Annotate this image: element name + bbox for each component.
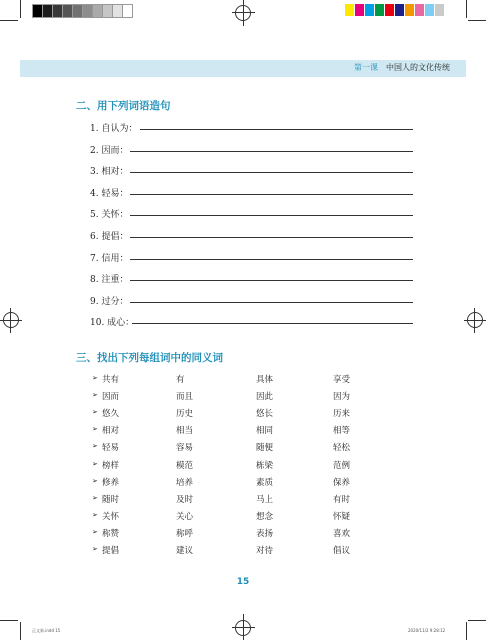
color-swatch	[405, 4, 414, 16]
target-word: 随时	[102, 494, 120, 505]
synonym-row	[92, 424, 422, 438]
synonym-row	[92, 476, 422, 490]
color-swatch	[425, 4, 434, 16]
synonym-row	[92, 493, 422, 507]
candidate-word[interactable]: 保养	[333, 477, 351, 488]
lesson-title: 中国人的文化传统	[386, 63, 450, 72]
candidate-word[interactable]: 喜欢	[333, 528, 351, 539]
synonym-row	[92, 510, 422, 524]
color-swatch	[375, 4, 384, 16]
bullet-arrow-icon: ➢	[92, 545, 98, 553]
bullet-arrow-icon: ➢	[92, 374, 98, 382]
synonym-row	[92, 390, 422, 404]
candidate-word[interactable]: 模范	[176, 460, 194, 471]
bullet-arrow-icon: ➢	[92, 442, 98, 451]
color-swatch	[395, 4, 404, 16]
gray-swatch	[122, 4, 133, 18]
color-swatch	[385, 4, 394, 16]
target-word: 称赞	[102, 528, 120, 539]
answer-line[interactable]	[130, 237, 413, 238]
footer-timestamp: 2020/11/2 9:28:12	[408, 628, 446, 633]
target-word: 榜样	[102, 460, 120, 471]
candidate-word[interactable]: 对待	[256, 546, 274, 556]
color-swatch	[435, 4, 444, 16]
bullet-arrow-icon: ➢	[92, 408, 98, 417]
candidate-word[interactable]: 素质	[256, 477, 274, 488]
section-heading-make-sentences: 二、用下列词语造句	[76, 100, 171, 112]
synonym-row	[92, 527, 422, 541]
candidate-word[interactable]: 怀疑	[333, 511, 351, 522]
bullet-arrow-icon: ➢	[92, 459, 98, 468]
candidate-word[interactable]: 倡议	[333, 546, 351, 556]
bullet-arrow-icon: ➢	[92, 527, 98, 536]
answer-line[interactable]	[130, 259, 413, 260]
synonym-row	[92, 407, 422, 421]
exercise-item-label: 8. 注重：	[90, 275, 129, 286]
target-word: 悠久	[102, 409, 120, 420]
running-header	[354, 62, 450, 73]
candidate-word[interactable]: 相等	[333, 426, 351, 437]
color-swatch	[365, 4, 374, 16]
answer-line[interactable]	[132, 323, 413, 324]
candidate-word[interactable]: 及时	[176, 494, 194, 505]
answer-line[interactable]	[130, 280, 413, 281]
color-swatch	[345, 4, 354, 16]
candidate-word[interactable]: 关心	[176, 511, 194, 522]
exercise-item-label: 3. 相对：	[90, 167, 129, 178]
candidate-word[interactable]: 具体	[256, 375, 274, 385]
answer-line[interactable]	[130, 194, 413, 195]
candidate-word[interactable]: 容易	[176, 443, 194, 454]
candidate-word[interactable]: 因此	[256, 392, 274, 403]
bullet-arrow-icon: ➢	[92, 493, 98, 502]
lesson-label: 第一课	[354, 63, 378, 72]
candidate-word[interactable]: 马上	[256, 494, 274, 505]
candidate-word[interactable]: 培养	[176, 477, 194, 488]
candidate-word[interactable]: 相同	[256, 426, 274, 437]
target-word: 轻易	[102, 443, 120, 454]
exercise-item-label: 5. 关怀：	[90, 210, 129, 221]
page-number: 15	[236, 577, 250, 587]
candidate-word[interactable]: 轻松	[333, 443, 351, 454]
candidate-word[interactable]: 表扬	[256, 528, 274, 539]
candidate-word[interactable]: 随便	[256, 443, 274, 454]
target-word: 关怀	[102, 511, 120, 522]
candidate-word[interactable]: 范例	[333, 460, 351, 471]
candidate-word[interactable]: 想念	[256, 511, 274, 522]
candidate-word[interactable]: 称呼	[176, 528, 194, 539]
candidate-word[interactable]: 悠长	[256, 409, 274, 420]
candidate-word[interactable]: 因为	[333, 392, 351, 403]
section-heading-synonyms: 三、找出下列每组词中的同义词	[76, 352, 223, 364]
bullet-arrow-icon: ➢	[92, 476, 98, 485]
exercise-item-label: 9. 过分：	[90, 296, 129, 307]
synonym-row	[92, 459, 422, 473]
target-word: 修养	[102, 477, 120, 488]
footer-file-info: 正文新.indd 15	[32, 628, 61, 633]
candidate-word[interactable]: 有时	[333, 494, 351, 505]
color-swatch	[355, 4, 364, 16]
exercise-item-label: 2. 因而：	[90, 145, 129, 156]
bullet-arrow-icon: ➢	[92, 510, 98, 519]
exercise-item-label: 1. 自认为：	[90, 124, 138, 134]
bullet-arrow-icon: ➢	[92, 391, 98, 400]
answer-line[interactable]	[130, 302, 413, 303]
candidate-word[interactable]: 建议	[176, 546, 194, 556]
target-word: 共有	[102, 375, 120, 385]
candidate-word[interactable]: 相当	[176, 426, 194, 437]
color-swatch	[415, 4, 424, 16]
candidate-word[interactable]: 栋梁	[256, 460, 274, 471]
exercise-item-label: 4. 轻易：	[90, 188, 129, 199]
candidate-word[interactable]: 历来	[333, 409, 351, 420]
synonym-row	[92, 373, 422, 387]
target-word: 相对	[102, 426, 120, 437]
candidate-word[interactable]: 历史	[176, 409, 194, 420]
synonym-row	[92, 441, 422, 455]
synonym-row	[92, 544, 422, 558]
exercise-item-label: 6. 提倡：	[90, 232, 129, 242]
answer-line[interactable]	[140, 129, 413, 130]
answer-line[interactable]	[130, 215, 413, 216]
answer-line[interactable]	[130, 151, 413, 152]
target-word: 提倡	[102, 546, 120, 556]
candidate-word[interactable]: 而且	[176, 392, 194, 403]
exercise-item-label: 7. 信用：	[90, 253, 129, 264]
answer-line[interactable]	[130, 172, 413, 173]
bullet-arrow-icon: ➢	[92, 425, 98, 434]
candidate-word[interactable]: 有	[176, 375, 185, 385]
target-word: 因而	[102, 392, 120, 403]
candidate-word[interactable]: 享受	[333, 375, 351, 385]
exercise-item-label: 10. 成心：	[90, 318, 135, 329]
